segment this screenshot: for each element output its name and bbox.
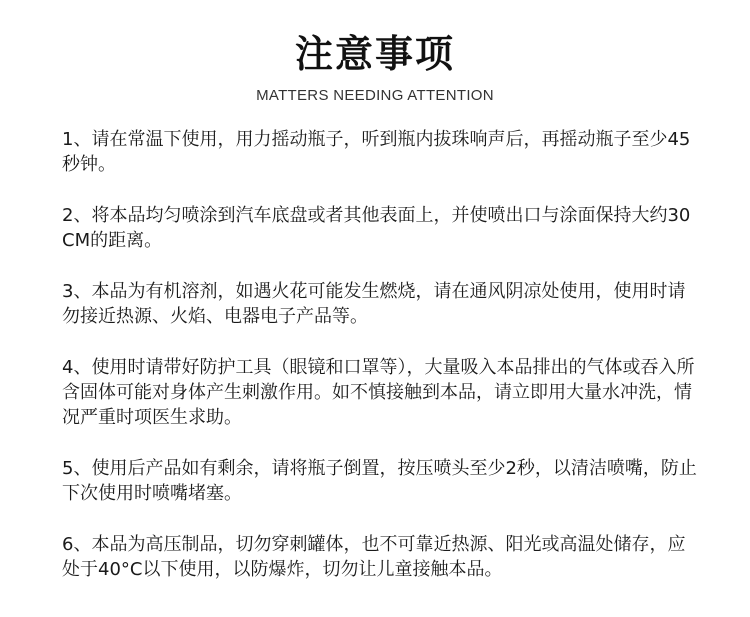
note-item-5: 5、使用后产品如有剩余，请将瓶子倒置，按压喷头至少2秒，以清洁喷嘴，防止下次使用时喷嘴堵塞。 (62, 458, 697, 504)
page-subtitle: MATTERS NEEDING ATTENTION (256, 87, 494, 104)
note-item-4: 4、使用时请带好防护工具（眼镜和口罩等），大量吸入本品排出的气体或吞入所含固体可能对身体产生刺激作用。如不慎接触到本品，请立即用大量水冲洗，情况严重时项医生求助。 (62, 357, 695, 428)
notes-list (62, 127, 702, 608)
note-item-2: 2、将本品均匀喷涂到汽车底盘或者其他表面上，并使喷出口与涂面保持大约30CM的距离。 (62, 205, 691, 251)
note-item-1: 1、请在常温下使用，用力摇动瓶子，听到瓶内拔珠响声后，再摇动瓶子至少45秒钟。 (62, 129, 691, 175)
page-header (0, 30, 750, 106)
note-item-3: 3、本品为有机溶剂，如遇火花可能发生燃烧，请在通风阴凉处使用，使用时请勿接近热源、火焰、电器电子产品等。 (62, 281, 686, 327)
page-title: 注意事项 (294, 32, 455, 76)
note-item-6: 6、本品为高压制品，切勿穿刺罐体，也不可靠近热源、阳光或高温处储存，应处于40°C以下使用，以防爆炸，切勿让儿童接触本品。 (62, 534, 686, 580)
